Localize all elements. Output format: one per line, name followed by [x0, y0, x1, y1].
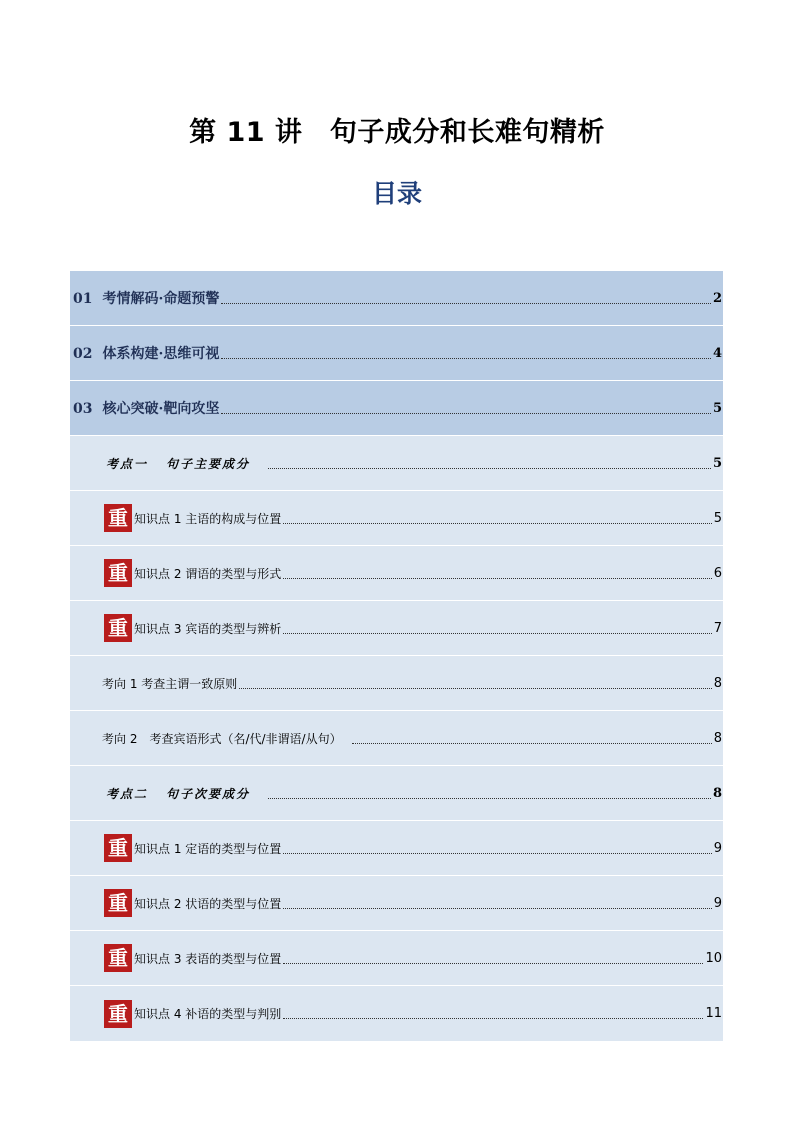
page-number: 9	[713, 895, 722, 911]
dot-leader	[283, 963, 703, 964]
dot-leader	[283, 633, 711, 634]
dot-leader	[352, 743, 712, 744]
dot-leader	[221, 303, 711, 304]
page-number: 5	[712, 455, 722, 471]
page-number: 10	[705, 950, 722, 966]
toc-knowledge-item[interactable]	[70, 876, 723, 931]
page-number: 2	[712, 290, 722, 306]
dot-leader	[283, 853, 711, 854]
key-point-badge: 重	[104, 944, 132, 972]
toc-main-entry-03[interactable]	[70, 381, 723, 436]
toc-direction-item[interactable]	[70, 711, 723, 766]
key-point-badge: 重	[104, 504, 132, 532]
toc-direction-item[interactable]	[70, 656, 723, 711]
entry-label: 核心突破·靶向攻坚	[102, 401, 220, 417]
page-number: 5	[713, 510, 722, 526]
key-point-badge: 重	[104, 834, 132, 862]
toc-section-kaodian-2[interactable]	[70, 766, 723, 821]
entry-number: 03	[73, 401, 93, 417]
key-point-badge: 重	[104, 614, 132, 642]
page-number: 9	[713, 840, 722, 856]
section-name: 句子主要成分	[166, 456, 251, 471]
section-label: 考点二	[106, 786, 149, 801]
toc-knowledge-item[interactable]	[70, 821, 723, 876]
dot-leader	[268, 468, 711, 469]
dot-leader	[283, 908, 711, 909]
key-point-badge: 重	[104, 889, 132, 917]
dot-leader	[221, 413, 711, 414]
entry-label: 体系构建·思维可视	[102, 346, 220, 362]
toc-main-entry-01[interactable]	[70, 271, 723, 326]
page-number: 8	[713, 675, 722, 691]
page-number: 8	[713, 730, 722, 746]
toc-knowledge-item[interactable]	[70, 491, 723, 546]
page-title: 第 11 讲 句子成分和长难句精析	[189, 117, 605, 148]
dot-leader	[283, 523, 711, 524]
page-number: 7	[713, 620, 722, 636]
key-point-badge: 重	[104, 1000, 132, 1028]
entry-label: 知识点 4 补语的类型与判别	[134, 1007, 282, 1021]
entry-number: 02	[73, 346, 93, 362]
section-name: 句子次要成分	[166, 786, 251, 801]
entry-label: 知识点 1 定语的类型与位置	[134, 841, 282, 856]
entry-label: 知识点 3 宾语的类型与辨析	[134, 621, 282, 636]
entry-label: 考向 1 考查主谓一致原则	[102, 676, 238, 691]
dot-leader	[239, 688, 711, 689]
page-number: 6	[713, 565, 722, 581]
toc-knowledge-item[interactable]	[70, 601, 723, 656]
entry-label: 考情解码·命题预警	[102, 291, 220, 307]
toc-main-entry-02[interactable]	[70, 326, 723, 381]
toc-knowledge-item[interactable]	[70, 986, 723, 1041]
entry-number: 01	[73, 291, 93, 307]
entry-label: 知识点 1 主语的构成与位置	[134, 511, 282, 526]
toc-knowledge-item[interactable]	[70, 931, 723, 986]
dot-leader	[268, 798, 711, 799]
page-number: 11	[705, 1006, 722, 1021]
page-number: 5	[712, 400, 722, 416]
entry-label: 考向 2 考查宾语形式（名/代/非谓语/从句）	[102, 731, 342, 746]
page-number: 8	[712, 785, 722, 801]
entry-label: 知识点 2 状语的类型与位置	[134, 896, 282, 911]
dot-leader	[283, 1018, 703, 1019]
table-of-contents	[70, 271, 723, 1041]
entry-label: 知识点 2 谓语的类型与形式	[134, 566, 282, 581]
page-number: 4	[712, 345, 722, 361]
toc-knowledge-item[interactable]	[70, 546, 723, 601]
dot-leader	[283, 578, 711, 579]
key-point-badge: 重	[104, 559, 132, 587]
toc-heading: 目录	[371, 179, 422, 208]
dot-leader	[221, 358, 711, 359]
entry-label: 知识点 3 表语的类型与位置	[134, 951, 282, 966]
toc-section-kaodian-1[interactable]	[70, 436, 723, 491]
section-label: 考点一	[106, 456, 149, 471]
